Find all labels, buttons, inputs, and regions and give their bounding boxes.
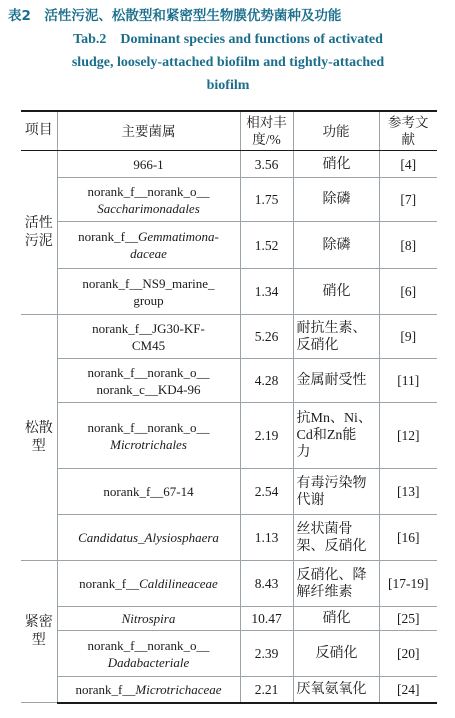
group-label-line-1: 活性 <box>24 215 53 231</box>
header-abundance <box>240 111 293 151</box>
group-label-line-2: 型 <box>31 632 46 648</box>
reference-cell: [12] <box>379 403 437 469</box>
genus-prefix: norank_f__ <box>79 576 140 591</box>
group-label-line-2: 污泥 <box>24 233 53 249</box>
function-cell <box>293 469 379 515</box>
genus-line-1: norank_f__norank_o__ <box>87 364 210 380</box>
reference-cell: [17-19] <box>379 561 437 607</box>
table-row <box>21 469 437 515</box>
reference-cell: [16] <box>379 515 437 561</box>
species-table <box>21 110 437 704</box>
function-cell: 厌氧氨氧化 <box>293 677 379 703</box>
genus-cell <box>57 561 240 607</box>
function-line-2: 解纤维素 <box>296 584 353 600</box>
genus-line-1: 966-1 <box>133 156 164 172</box>
genus-italic-part: Gemmatimona- <box>138 229 219 244</box>
header-function: 功能 <box>293 111 379 151</box>
genus-line-2: Dadabacteriale <box>107 654 190 670</box>
function-line-1: 抗Mn、Ni、 <box>296 411 372 426</box>
genus-line-1: norank_f__norank_o__ <box>87 637 210 653</box>
genus-line-1: norank_f__NS9_marine_ <box>82 275 215 291</box>
genus-cell <box>57 677 240 703</box>
table-row <box>21 403 437 469</box>
function-line-1: 有毒污染物 <box>296 475 367 491</box>
reference-cell: [20] <box>379 631 437 677</box>
table-row <box>21 515 437 561</box>
reference-cell: [24] <box>379 677 437 703</box>
abundance-cell: 2.21 <box>240 677 293 703</box>
reference-cell: [11] <box>379 359 437 403</box>
header-item: 项目 <box>21 111 57 151</box>
group-label-activated-sludge <box>21 151 57 315</box>
abundance-cell: 3.56 <box>240 151 293 178</box>
table-row <box>21 631 437 677</box>
function-line-2: 代谢 <box>296 492 325 508</box>
function-cell: 除磷 <box>293 222 379 269</box>
group-label-tightly-attached <box>21 561 57 703</box>
abundance-cell: 1.34 <box>240 269 293 315</box>
abundance-cell: 1.75 <box>240 178 293 222</box>
table-row <box>21 315 437 359</box>
genus-prefix: norank_f__ <box>75 681 136 697</box>
abundance-cell: 5.26 <box>240 315 293 359</box>
abundance-cell: 4.28 <box>240 359 293 403</box>
table-row <box>21 607 437 631</box>
header-reference <box>379 111 437 151</box>
table-row <box>21 677 437 703</box>
function-cell: 除磷 <box>293 178 379 222</box>
function-cell: 反硝化 <box>293 631 379 677</box>
header-genus: 主要菌属 <box>57 111 240 151</box>
reference-cell: [9] <box>379 315 437 359</box>
abundance-cell: 8.43 <box>240 561 293 607</box>
genus-cell: Candidatus_Alysiosphaera <box>57 515 240 561</box>
function-line-2: 架、反硝化 <box>296 538 367 554</box>
caption-en-line-2: sludge, loosely-attached biofilm and tightly-attached <box>71 55 385 70</box>
abundance-cell: 2.39 <box>240 631 293 677</box>
group-label-loosely-attached <box>21 315 57 561</box>
abundance-cell: 10.47 <box>240 607 293 631</box>
function-cell <box>293 403 379 469</box>
function-cell <box>293 561 379 607</box>
genus-line-2: norank_c__KD4-96 <box>96 381 201 397</box>
genus-cell <box>57 631 240 677</box>
genus-line-2: Saccharimonadales <box>97 200 200 216</box>
abundance-cell: 1.52 <box>240 222 293 269</box>
genus-cell <box>57 269 240 315</box>
genus-line-2: Microtrichales <box>110 436 187 452</box>
table-caption-chinese: 表2 活性污泥、松散型和紧密型生物膜优势菌种及功能 <box>8 8 342 24</box>
header-reference-line-1: 参考文 <box>388 115 429 130</box>
table-row <box>21 561 437 607</box>
genus-line-2: daceae <box>130 246 167 261</box>
reference-cell: [8] <box>379 222 437 269</box>
function-cell: 硝化 <box>293 607 379 631</box>
genus-cell <box>57 403 240 469</box>
genus-cell <box>57 315 240 359</box>
group-label-line-2: 型 <box>31 438 46 454</box>
genus-line-1: norank_f__norank_o__ <box>87 183 210 199</box>
genus-italic-part: Caldilineaceae <box>139 576 218 591</box>
genus-line-1: norank_f__norank_o__ <box>87 419 210 435</box>
reference-cell: [7] <box>379 178 437 222</box>
function-cell <box>293 515 379 561</box>
table-row <box>21 178 437 222</box>
genus-cell <box>57 222 240 269</box>
function-line-1: 丝状菌骨 <box>296 521 353 537</box>
genus-cell <box>57 151 240 178</box>
group-label-line-1: 松散 <box>24 420 53 436</box>
reference-cell: [6] <box>379 269 437 315</box>
function-line-1: 反硝化、降 <box>296 567 367 583</box>
genus-prefix: norank_f__ <box>78 229 139 244</box>
genus-line-2: CM45 <box>131 337 166 353</box>
abundance-cell: 2.19 <box>240 403 293 469</box>
function-line-1: 耐抗生素、 <box>296 320 367 336</box>
table-row <box>21 151 437 178</box>
group-label-line-1: 紧密 <box>24 614 53 630</box>
reference-cell: [25] <box>379 607 437 631</box>
reference-cell: [4] <box>379 151 437 178</box>
genus-cell: norank_f__67-14 <box>57 469 240 515</box>
genus-cell <box>57 178 240 222</box>
table-header-row <box>21 111 437 151</box>
function-cell: 硝化 <box>293 151 379 178</box>
genus-cell <box>57 359 240 403</box>
table-row <box>21 222 437 269</box>
function-line-2: 反硝化 <box>296 337 339 353</box>
abundance-cell: 1.13 <box>240 515 293 561</box>
genus-line-2: group <box>133 292 164 308</box>
genus-line-1: norank_f__JG30-KF- <box>92 320 205 336</box>
genus-cell: Nitrospira <box>57 607 240 631</box>
header-abundance-line-1: 相对丰 <box>246 115 287 130</box>
table-row <box>21 269 437 315</box>
abundance-cell: 2.54 <box>240 469 293 515</box>
caption-en-line-1: Tab.2 Dominant species and functions of activated <box>73 32 383 47</box>
header-abundance-line-2: 度/% <box>252 132 281 147</box>
table-caption-english <box>14 28 442 97</box>
genus-line-1 <box>60 228 238 245</box>
reference-cell: [13] <box>379 469 437 515</box>
caption-en-line-3: biofilm <box>206 78 250 93</box>
function-cell <box>293 315 379 359</box>
table-row <box>21 359 437 403</box>
function-line-3: 力 <box>296 445 311 460</box>
function-cell: 硝化 <box>293 269 379 315</box>
genus-italic-part: Microtrichaceae <box>135 681 222 697</box>
function-cell: 金属耐受性 <box>293 359 379 403</box>
function-line-2: Cd和Zn能 <box>296 428 357 443</box>
header-reference-line-2: 献 <box>401 132 415 147</box>
